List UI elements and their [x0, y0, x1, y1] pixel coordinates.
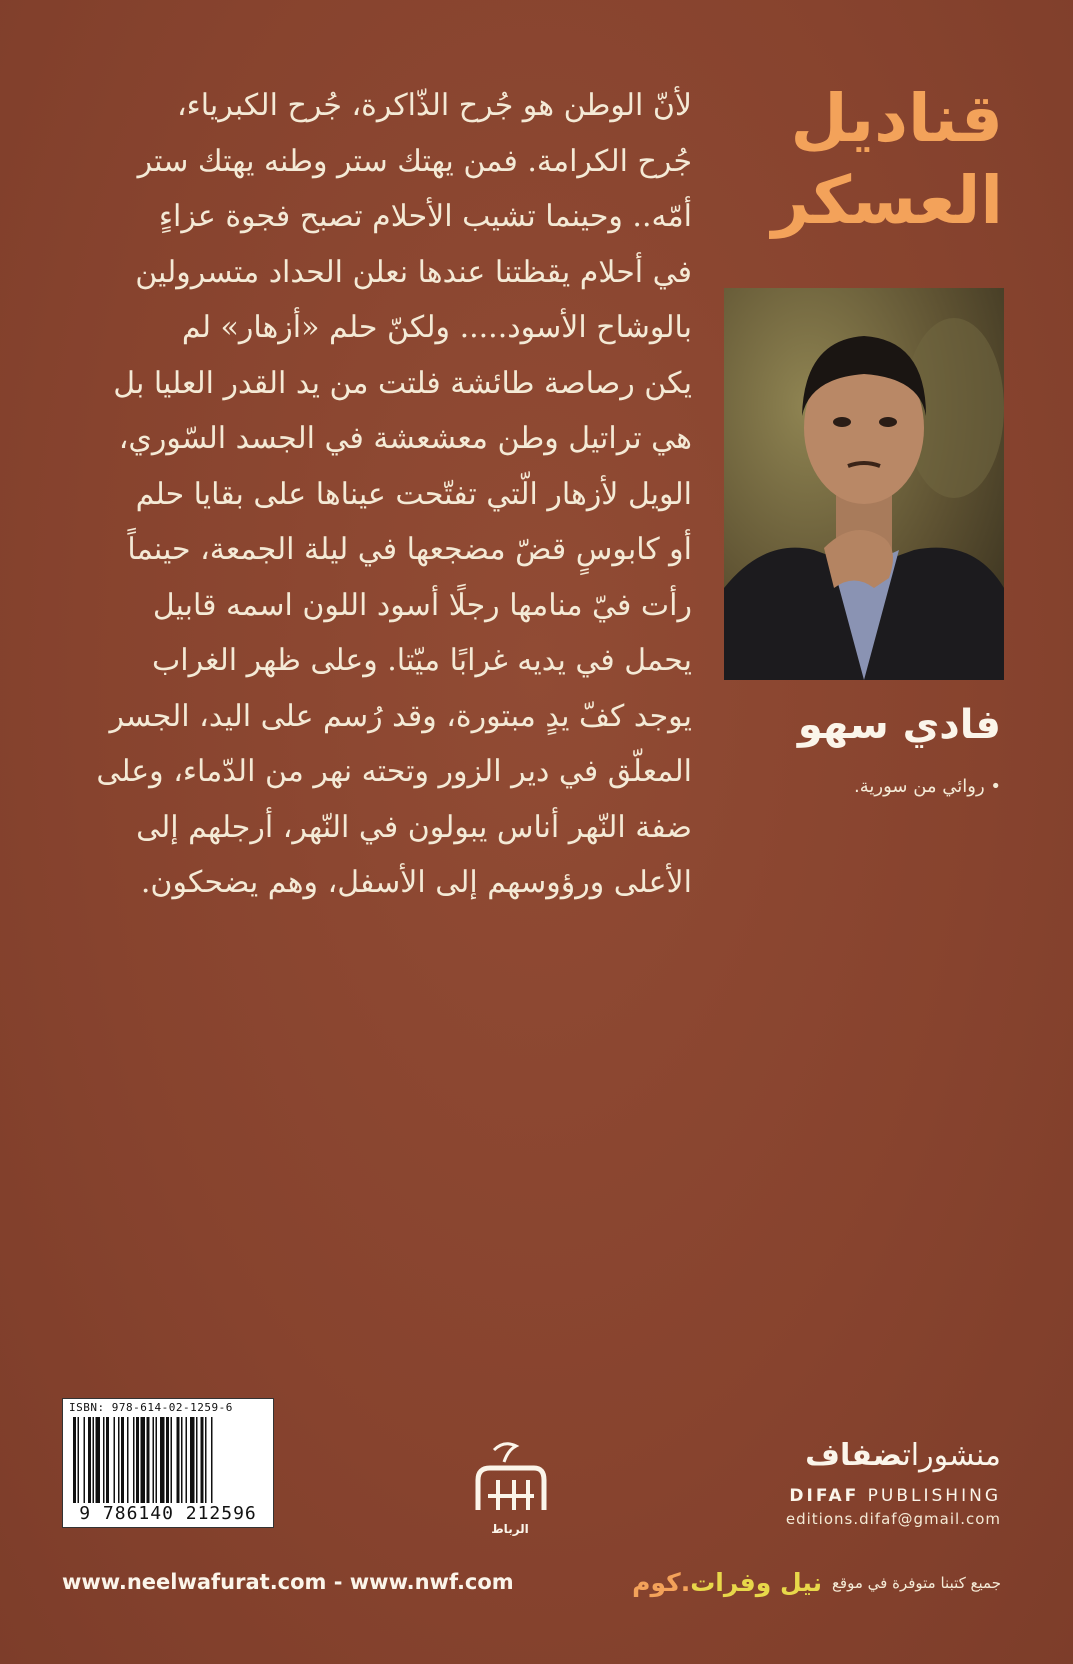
- brand-com: كوم: [632, 1568, 681, 1597]
- barcode-bar: [166, 1417, 169, 1503]
- barcode-bar: [78, 1417, 80, 1503]
- author-name: فادي سهو: [797, 702, 1001, 748]
- barcode-bar: [171, 1417, 173, 1503]
- isbn-label: ISBN: 978-614-02-1259-6: [69, 1401, 233, 1414]
- dar-al-aman-logo: [464, 1440, 556, 1522]
- barcode-bar: [118, 1417, 120, 1503]
- footer-websites: www.neelwafurat.com - www.nwf.com: [62, 1570, 514, 1594]
- blurb-line: الأعلى ورؤوسهم إلى الأسفل، وهم يضحكون.: [140, 865, 692, 900]
- book-title: قناديل العسكر: [771, 80, 1003, 239]
- barcode-bar: [201, 1417, 204, 1503]
- barcode-bar: [93, 1417, 95, 1503]
- blurb-line: يحمل في يديه غرابًا ميّتا. وعلى ظهر الغراب: [152, 643, 692, 678]
- blurb-line: يكن رصاصة طائشة فلتت من يد القدر العليا بل: [113, 365, 692, 401]
- barcode-bar: [88, 1417, 91, 1503]
- barcode-bar: [114, 1417, 116, 1503]
- availability-text: جميع كتبنا متوفرة في موقع: [831, 1573, 1001, 1592]
- blurb-text: [62, 78, 692, 911]
- author-photo: [724, 288, 1004, 680]
- barcode-bar: [141, 1417, 146, 1503]
- blurb-line: هي تراتيل وطن معشعشة في الجسد السّوري،: [118, 421, 692, 456]
- footer-availability: [632, 1568, 1001, 1597]
- neelwafurat-brand: [632, 1568, 822, 1597]
- barcode-bar: [196, 1417, 198, 1503]
- blurb-line: المعلّق في دير الزور وتحته نهر من الدّماء، وعلى: [96, 754, 692, 789]
- publisher-suffix-en: PUBLISHING: [867, 1486, 1001, 1506]
- barcode-bar: [160, 1417, 165, 1503]
- barcode-bar: [136, 1417, 139, 1503]
- barcode-bar: [106, 1417, 109, 1503]
- barcode-bar: [181, 1417, 183, 1503]
- blurb-line: لأنّ الوطن هو جُرح الذّاكرة، جُرح الكبرياء،: [176, 88, 692, 123]
- barcode-bar: [127, 1417, 129, 1503]
- brand-dot: .: [680, 1568, 691, 1597]
- barcode-bars: [71, 1417, 265, 1503]
- barcode-bar: [84, 1417, 86, 1503]
- blurb-line: أو كابوسٍ قضّ مضجعها في ليلة الجمعة، حينماً: [127, 532, 692, 567]
- blurb-line: ضفة النّهر أناس يبولون في النّهر، أرجلهم إلى: [136, 809, 692, 845]
- barcode-bar: [156, 1417, 158, 1503]
- blurb-line: بالوشاح الأسود..... ولكنّ حلم «أزهار» لم: [181, 310, 692, 345]
- blurb-line: جُرح الكرامة. فمن يهتك ستر وطنه يهتك ستر: [137, 143, 692, 179]
- blurb-line: الويل لأزهار الّتي تفتّحت عيناها على بقايا حلم: [135, 476, 692, 512]
- barcode-bar: [73, 1417, 76, 1503]
- publisher-email: editions.difaf@gmail.com: [785, 1510, 1001, 1528]
- barcode-bar: [190, 1417, 195, 1503]
- barcode-bar: [211, 1417, 213, 1503]
- publisher-name-ar: ضفاف: [805, 1438, 903, 1473]
- publisher-name-en: DIFAF: [789, 1486, 860, 1506]
- barcode-bar: [186, 1417, 188, 1503]
- publisher-arabic: [805, 1438, 1001, 1473]
- author-bio: • روائي من سورية.: [854, 776, 1001, 797]
- barcode-bar: [177, 1417, 180, 1503]
- author-portrait-image: [724, 288, 1004, 680]
- isbn-barcode: [62, 1398, 274, 1528]
- barcode-bar: [96, 1417, 101, 1503]
- barcode-bar: [133, 1417, 135, 1503]
- blurb-line: في أحلام يقظتنا عندها نعلن الحداد متسرولين: [135, 254, 692, 290]
- blurb-line: يوجد كفّ يدٍ مبتورة، وقد رُسم على اليد، الجسر: [109, 698, 692, 734]
- brand-nile: نيل وفرات: [690, 1568, 822, 1597]
- barcode-bar: [121, 1417, 124, 1503]
- isbn-digits: 9 786140 212596: [79, 1503, 257, 1524]
- publisher-prefix: منشورات: [902, 1438, 1001, 1473]
- imprint-city: الرباط: [491, 1522, 529, 1536]
- barcode-bar: [153, 1417, 155, 1503]
- blurb-line: رأت فيّ منامها رجلًا أسود اللون اسمه قابيل: [152, 587, 692, 623]
- barcode-bar: [147, 1417, 150, 1503]
- barcode-bar: [103, 1417, 105, 1503]
- barcode-bar: [205, 1417, 207, 1503]
- blurb-line: أمّه.. وحينما تشيب الأحلام تصبح فجوة عزاءٍ: [158, 199, 692, 234]
- publisher-english: [789, 1486, 1001, 1506]
